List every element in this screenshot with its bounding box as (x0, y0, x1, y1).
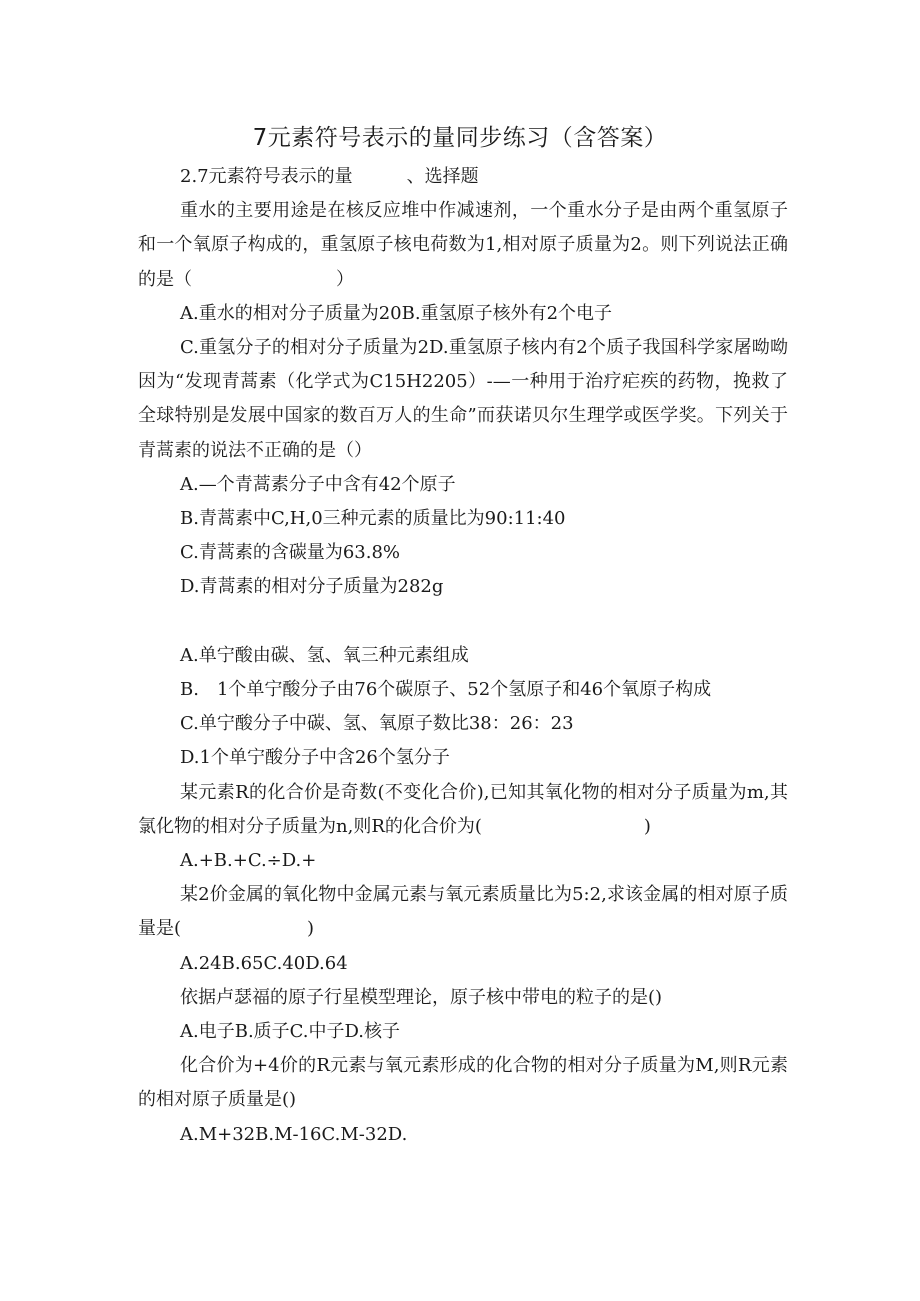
question-6-stem: 依据卢瑟福的原子行星模型理论，原子核中带电的粒子的是() (180, 986, 663, 1008)
question-2-option-a: A.—个青蒿素分子中含有42个原子 (180, 473, 456, 495)
question-3-option-c: C.单宁酸分子中碳、氢、氧原子数比38：26：23 (180, 713, 574, 735)
question-3-option-d: D.1个单宁酸分子中含26个氢分子 (180, 747, 450, 769)
question-7-stem: 化合价为+4价的R元素与氧元素形成的化合物的相对分子质量为M,则R元素的相对原子质量是() (138, 1055, 788, 1111)
question-3-option-a: A.单宁酸由碳、氢、氧三种元素组成 (180, 644, 469, 666)
question-2-stem: C.重氢分子的相对分子质量为2D.重氢原子核内有2个质子我国科学家屠呦呦因为“发现青蒿素（化学式为C15H2205）-—一种用于治疗疟疾的药物，挽救了全球特别是发展中国家的数百万人的生命”而获诺贝尔生理学或医学奖。下列关于青蒿素的说法不正确的是（） (138, 337, 788, 461)
blank-line (138, 605, 788, 639)
question-5-options: A.24B.65C.40D.64 (180, 952, 348, 974)
question-2-option-b: B.青蒿素中C,H,0三种元素的质量比为90:11:40 (180, 508, 566, 530)
question-6-options: A.电子B.质子C.中子D.核子 (180, 1021, 401, 1043)
question-5-stem: 某2价金属的氧化物中金属元素与氧元素质量比为5:2,求该金属的相对原子质量是( ) (138, 884, 788, 940)
question-4-stem: 某元素R的化合价是奇数(不变化合价),已知其氧化物的相对分子质量为m,其氯化物的相对分子质量为n,则R的化合价为( ) (138, 781, 788, 837)
section-heading: 2.7元素符号表示的量 、选择题 (180, 166, 479, 187)
question-2-option-c: C.青蒿素的含碳量为63.8% (180, 542, 401, 564)
question-1-options-ab: A.重水的相对分子质量为20B.重氢原子核外有2个电子 (180, 302, 613, 324)
question-4-options: A.+B.+C.÷D.+ (180, 850, 317, 872)
question-1-stem: 重水的主要用途是在核反应堆中作减速剂，一个重水分子是由两个重氢原子和一个氧原子构成的，重氢原子核电荷数为1,相对原子质量为2。则下列说法正确的是（ ） (138, 200, 788, 290)
document-body (138, 160, 788, 1152)
question-3-option-b: B. 1个单宁酸分子由76个碳原子、52个氢原子和46个氧原子构成 (180, 679, 712, 701)
document-title: 7元素符号表示的量同步练习（含答案） (252, 125, 668, 151)
question-2-option-d: D.青蒿素的相对分子质量为282g (180, 576, 444, 598)
question-7-options: A.M+32B.M-16C.M-32D. (180, 1123, 408, 1145)
